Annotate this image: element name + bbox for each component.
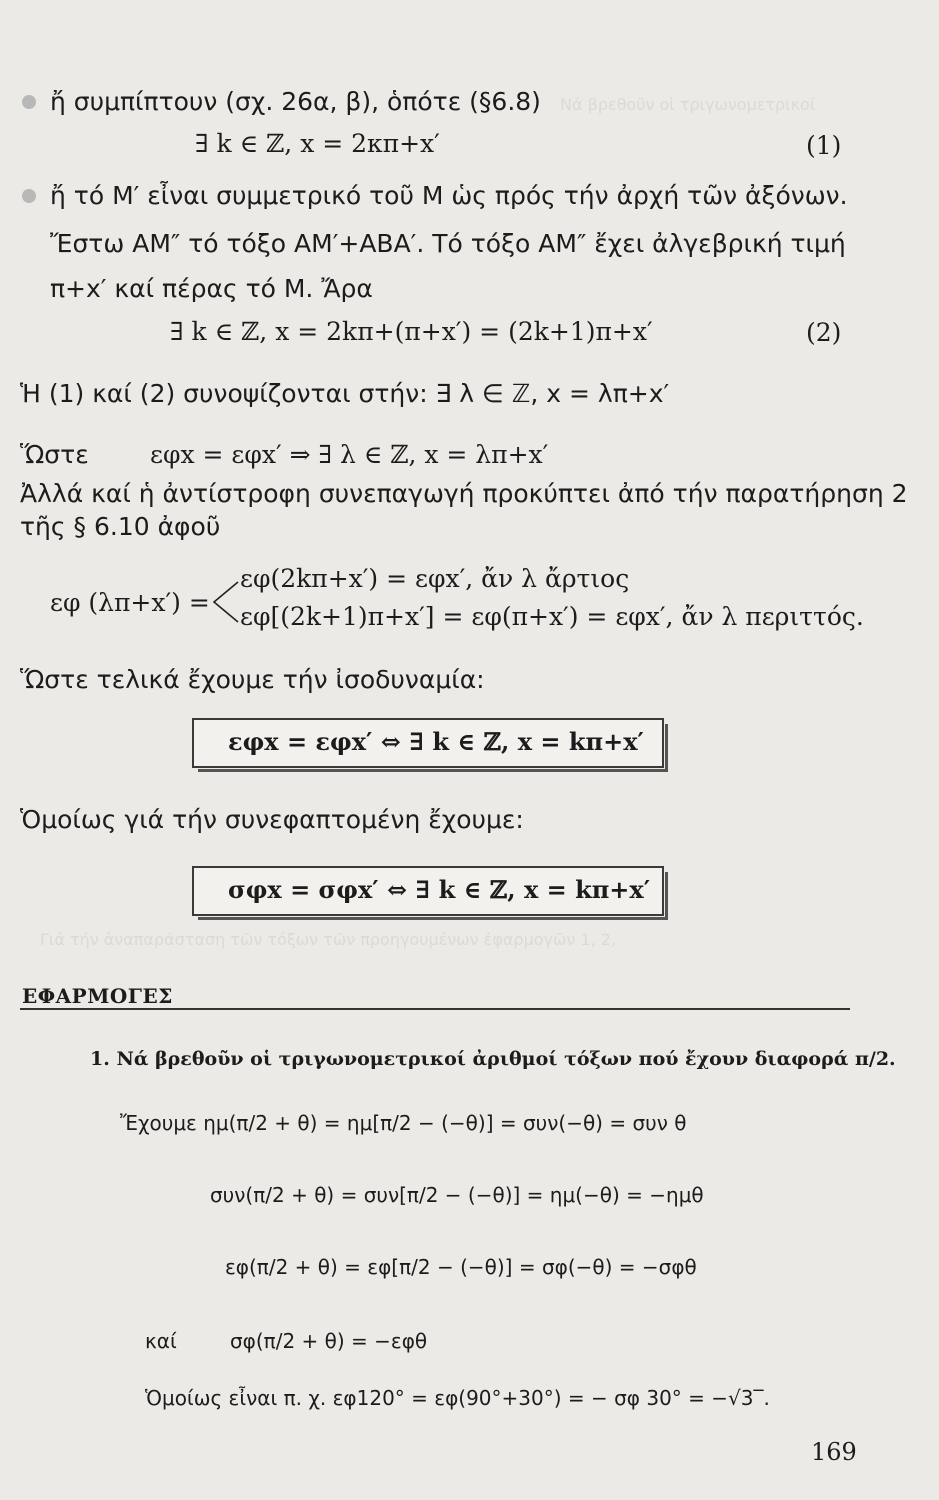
application-question-1: 1. Νά βρεθοῦν οἱ τριγωνομετρικοί ἀριθμοί τόξων πού ἔχουν διαφορά π/2.	[90, 1048, 896, 1070]
divider	[20, 1008, 850, 1010]
page-number: 169	[811, 1438, 857, 1466]
bleed-text: Νά βρεθοῦν οἱ τριγωνομετρικοί	[560, 95, 816, 114]
text-line-1: ἤ συμπίπτουν (σχ. 26α, β), ὁπότε (§6.8)	[50, 87, 541, 116]
equation-4-bottom: εφ[(2k+1)π+x′] = εφ(π+x′) = εφx′, ἄν λ περιττός.	[240, 602, 864, 631]
text-line-8-lead: Ὥστε	[20, 440, 89, 469]
text-line-3: ἤ τό M′ εἶναι συμμετρικό τοῦ M ὡς πρός τήν ἀρχή τῶν ἀξόνων.	[50, 181, 848, 210]
brace-icon	[210, 578, 240, 626]
bullet	[22, 95, 36, 109]
application-equation-3: εφ(π/2 + θ) = εφ[π/2 − (−θ)] = σφ(−θ) = −σφθ	[225, 1255, 697, 1279]
application-equation-4: σφ(π/2 + θ) = −εφθ	[230, 1329, 428, 1353]
equation-4-left: εφ (λπ+x′) =	[50, 588, 210, 617]
application-equation-5: Ὁμοίως εἶναι π. χ. εφ120° = εφ(90°+30°) = − σφ 30° = −√3‾.	[145, 1386, 770, 1410]
text-line-12: Ὥστε τελικά ἔχουμε τήν ἰσοδυναμία:	[20, 665, 485, 694]
bullet	[22, 189, 36, 203]
boxed-equation-tangent: εφx = εφx′ ⇔ ∃ k ∈ ℤ, x = kπ+x′	[192, 718, 664, 768]
equation-3: εφx = εφx′ ⇒ ∃ λ ∈ ℤ, x = λπ+x′	[150, 440, 549, 469]
text-line-5: π+x′ καί πέρας τό M. Ἄρα	[50, 274, 373, 303]
equation-4-top: εφ(2kπ+x′) = εφx′, ἄν λ ἄρτιος	[240, 564, 630, 593]
equation-number-1: (1)	[806, 131, 842, 160]
text-line-7: Ἡ (1) καί (2) συνοψίζονται στήν: ∃ λ ∈ ℤ, x = λπ+x′	[20, 379, 670, 408]
text-line-4: Ἔστω AM″ τό τόξο AM′+ABA′. Τό τόξο AM″ ἔχει ἀλγεβρική τιμή	[50, 229, 846, 258]
equation-1: ∃ k ∈ ℤ, x = 2κπ+x′	[195, 129, 440, 158]
text-line-13: Ὁμοίως γιά τήν συνεφαπτομένη ἔχουμε:	[20, 805, 524, 834]
text-line-9: Ἀλλά καί ἡ ἀντίστροφη συνεπαγωγή προκύπτει ἀπό τήν παρατήρηση 2	[20, 479, 908, 508]
application-equation-2: συν(π/2 + θ) = συν[π/2 − (−θ)] = ημ(−θ) = −ημθ	[210, 1183, 704, 1207]
section-heading: ΕΦΑΡΜΟΓΕΣ	[22, 984, 173, 1008]
application-equation-1: Ἔχουμε ημ(π/2 + θ) = ημ[π/2 − (−θ)] = συν(−θ) = συν θ	[120, 1111, 687, 1135]
equation-number-2: (2)	[806, 318, 842, 347]
boxed-equation-cotangent: σφx = σφx′ ⇔ ∃ k ∈ ℤ, x = kπ+x′	[192, 866, 664, 916]
bleed-text: Γιά τήν ἀναπαράσταση τῶν τόξων τῶν προηγουμένων ἐφαρμογῶν 1, 2,	[40, 930, 617, 949]
application-lead: καί	[145, 1329, 177, 1353]
equation-2: ∃ k ∈ ℤ, x = 2kπ+(π+x′) = (2k+1)π+x′	[170, 317, 653, 346]
text-line-10: τῆς § 6.10 ἀφοῦ	[20, 512, 221, 541]
